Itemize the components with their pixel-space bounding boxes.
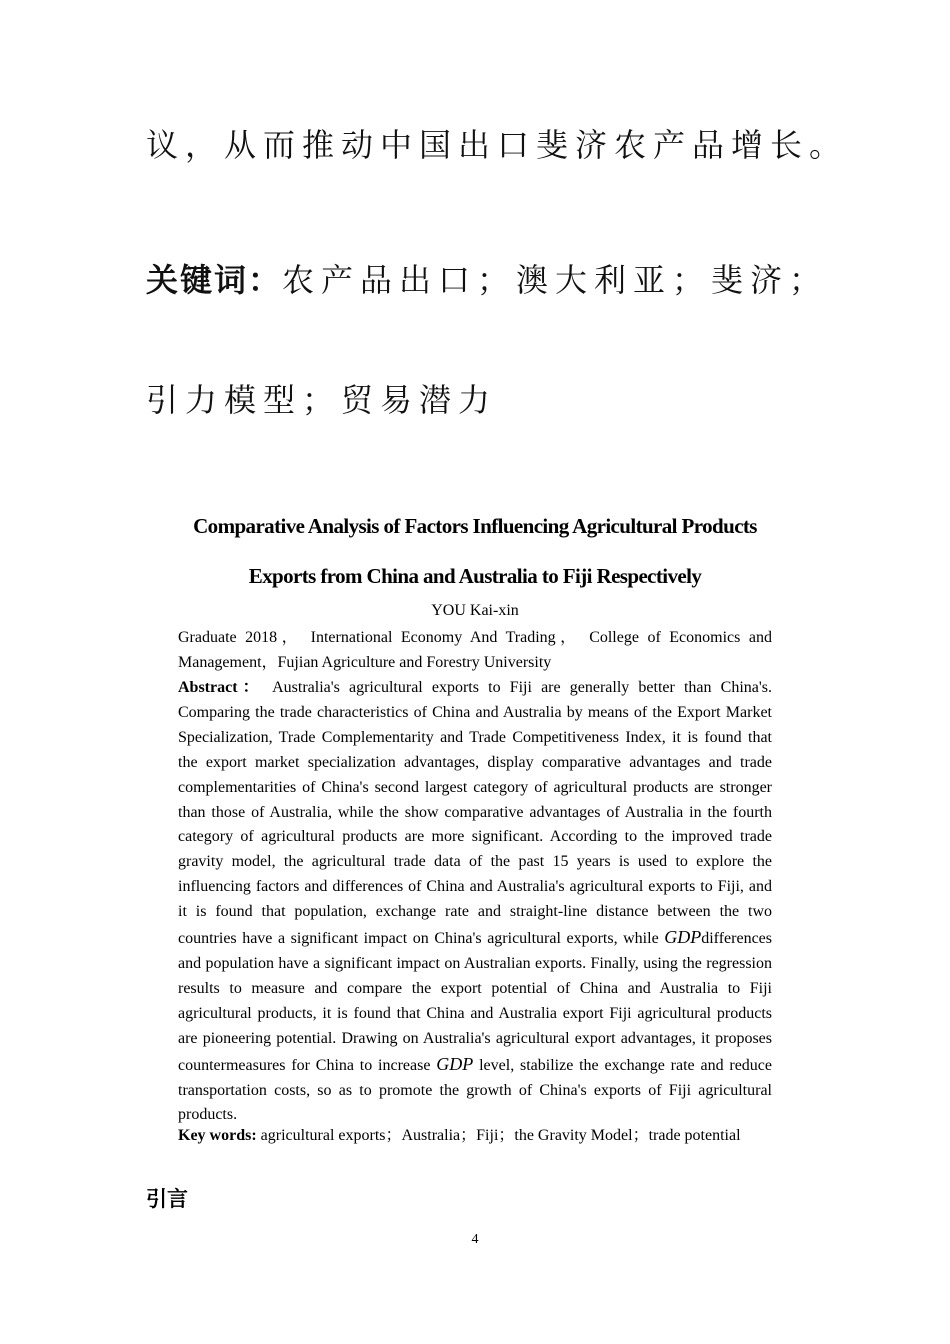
- affiliation: Graduate 2018， International Economy And Trading， College of Economics and Management，Fujian Agriculture and Forestry University: [178, 629, 772, 671]
- abstract-text-part2: differences and population have a significant impact on Australian exports. Finally, using the regression results to measure and compare the export potential of China and Australia to Fiji agricultural products, it is found that China and Australia export Fiji agricultural products are pioneering potential. Drawing on Australia's agricultural export advantages, it proposes countermeasures for China to increase: [178, 930, 772, 1074]
- author-name: YOU Kai-xin: [431, 602, 519, 619]
- section-heading-introduction: 引言: [146, 1187, 188, 1211]
- chinese-keywords-line2: 引力模型；贸易潜力: [146, 381, 498, 419]
- abstract-text-part3: level, stabilize the exchange rate and reduce transportation costs, so as to promote the growth of China's exports of Fiji agricultural products.: [178, 1056, 773, 1124]
- english-abstract: [178, 676, 772, 1128]
- chinese-abstract-ending: 议，从而推动中国出口斐济农产品增长。: [146, 126, 849, 164]
- chinese-keywords-text: 农产品出口；澳大利亚；斐济；: [282, 261, 829, 299]
- chinese-keywords-label: 关键词：: [146, 261, 283, 299]
- gdp-term: GDP: [664, 927, 702, 948]
- abstract-text-part1: Australia's agricultural exports to Fiji are generally better than China's. Comparing the trade characteristics of China and Australia by means of the Export Market Specialization, Trade Complementarity and Trade Competitiveness Index, it is found that the export market specialization advantages, display comparative advantages and trade complementarities of China's second largest category of agricultural products are stronger than those of Australia, while the show comparative advantages of Australia in the fourth category of agricultural products are more significant. According to the improved trade gravity model, the agricultural trade data of the past 15 years is used to explore the influencing factors and differences of China and Australia's agricultural exports to Fiji, and it is found that population, exchange rate and straight-line distance between the two countries have a significant impact on China's agricultural exports, while: [178, 679, 772, 948]
- keywords-label: Key words:: [178, 1127, 257, 1144]
- keywords-text: agricultural exports；Australia；Fiji；the Gravity Model；trade potential: [260, 1127, 741, 1144]
- english-keywords: [178, 1124, 772, 1149]
- english-title-line2: Exports from China and Australia to Fiji Respectively: [248, 564, 702, 588]
- page-number: 4: [471, 1232, 479, 1247]
- gdp-term: GDP: [436, 1053, 474, 1074]
- english-title-line1: Comparative Analysis of Factors Influencing Agricultural Products: [193, 514, 757, 538]
- chinese-keywords-line1: [146, 255, 828, 301]
- abstract-label: Abstract：: [178, 679, 264, 696]
